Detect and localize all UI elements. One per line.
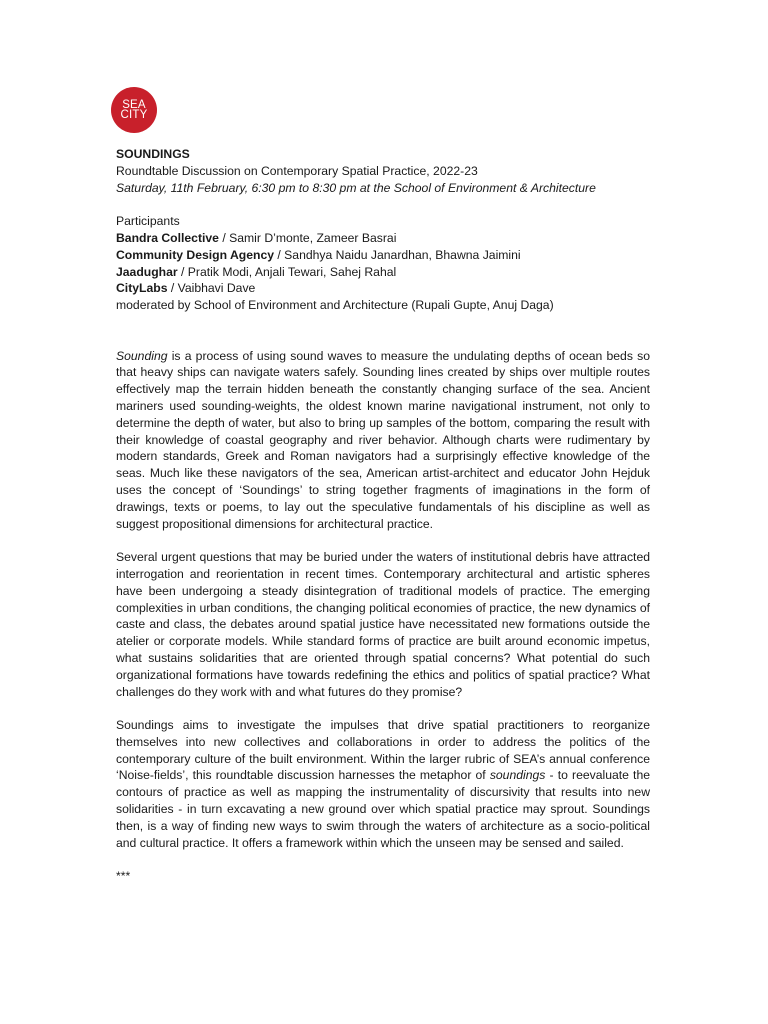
participants-heading: Participants xyxy=(116,214,180,229)
logo-line-2: CITY xyxy=(120,109,148,121)
paragraph-3 xyxy=(116,717,650,851)
event-datetime: Saturday, 11th February, 6:30 pm to 8:30 pm at the School of Environment & Architecture xyxy=(116,180,596,195)
paragraph-1 xyxy=(116,348,650,533)
sea-city-logo xyxy=(111,87,157,133)
participant-org: CityLabs xyxy=(116,281,168,296)
document-title: SOUNDINGS xyxy=(116,147,190,161)
document-body xyxy=(116,146,650,885)
participant-row xyxy=(116,264,650,281)
participant-people: / Samir D’monte, Zameer Basrai xyxy=(218,230,397,245)
paragraph-2: Several urgent questions that may be buried under the waters of institutional debris have attracted interrogation and reorientation in recent times. Contemporary architectural and artistic spheres have been undergoing a steady disintegration of traditional models of practice. The emerging complexities in urban conditions, the changing political economies of practice, the new dynamics of caste and class, the debates around spatial justice have necessitated new formations outside the atelier or corporate models. While standard forms of practice are built around economic impetus, what sustains solidarities that are oriented through spatial concerns? What potential do such organizational formations have towards redefining the ethics and politics of spatial practice? What challenges do they work with and what futures do they promise? xyxy=(116,550,650,699)
participant-row xyxy=(116,247,650,264)
participant-org: Community Design Agency xyxy=(116,247,275,262)
moderator-line: moderated by School of Environment and Architecture (Rupali Gupte, Anuj Daga) xyxy=(116,298,554,313)
participant-people: / Vaibhavi Dave xyxy=(167,281,256,296)
paragraph-3-text-a: Soundings aims to investigate the impulses that drive spatial practitioners to reorganize themselves into new collectives and collaborations in order to address the politics of the contemporary culture of the built environment. Within the larger rubric of SEA’s annual conference ‘Noise-fields’, this roundtable discussion harnesses the metaphor of xyxy=(116,718,650,783)
paragraph-3-text-b: - to reevaluate the contours of practice as well as mapping the instrumentality of discursivity that results into new solidarities - in turn excavating a new ground over which spatial practice may sprout. Soundings then, is a way of finding new ways to swim through the waters of architecture as a socio-political and cultural practice. It offers a framework within which the unseen may be sensed and sailed. xyxy=(116,768,650,850)
paragraph-1-text: is a process of using sound waves to measure the undulating depths of ocean beds so that heavy ships can navigate waters safely. Sounding lines created by ships over multiple routes effectively map the terrain hidden beneath the constantly changing surface of the sea. Ancient mariners used sounding-weights, the oldest known marine navigational instrument, not only to determine the depth of water, but also to bring up samples of the bottom, comparing the result with their knowledge of coastal geography and river behavior. Although charts were rudimentary by modern standards, Greek and Roman navigators had a surprisingly effective knowledge of the seas. Much like these navigators of the sea, American artist-architect and educator John Hejduk uses the concept of ‘Soundings’ to string together fragments of imaginations in the form of drawings, texts or poems, to lay out the speculative fundamentals of his discipline as well as suggest propositional dimensions for architectural practice. xyxy=(116,348,650,531)
participant-org: Jaadughar xyxy=(116,264,178,279)
paragraph-1-emphasis: Sounding xyxy=(116,348,168,363)
participant-org: Bandra Collective xyxy=(116,230,219,245)
participant-people: / Pratik Modi, Anjali Tewari, Sahej Rahal xyxy=(177,264,397,279)
participant-people: / Sandhya Naidu Janardhan, Bhawna Jaimini xyxy=(274,247,521,262)
end-mark: *** xyxy=(116,869,131,884)
participant-row xyxy=(116,230,650,247)
paragraph-3-emphasis: soundings xyxy=(489,768,546,783)
document-subtitle: Roundtable Discussion on Contemporary Spatial Practice, 2022-23 xyxy=(116,163,478,178)
participant-row xyxy=(116,280,650,297)
logo-line-1: SEA xyxy=(122,99,146,111)
